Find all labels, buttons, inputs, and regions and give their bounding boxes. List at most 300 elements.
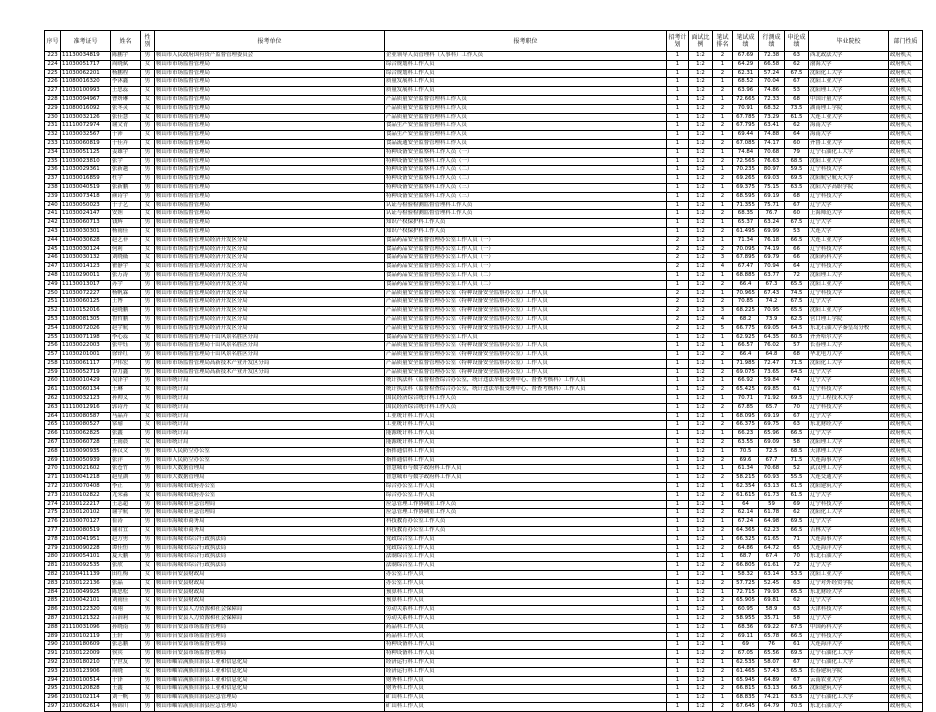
written-score-cell: 61.495 bbox=[733, 227, 759, 236]
interview-ratio-cell: 1:2 bbox=[689, 333, 713, 342]
exam-id-cell: 21030411139 bbox=[61, 571, 111, 580]
essay-score-cell: 67.5 bbox=[785, 623, 809, 632]
table-row bbox=[45, 491, 923, 500]
quota-cell: 1 bbox=[667, 52, 689, 61]
table-row bbox=[45, 571, 923, 580]
exam-id-cell: 11030080587 bbox=[61, 412, 111, 421]
written-rank-cell: 1 bbox=[713, 131, 733, 140]
candidate-name-cell: 周晓斌 bbox=[111, 60, 141, 69]
written-rank-cell: 1 bbox=[713, 236, 733, 245]
candidate-name-cell: 杨雨佳 bbox=[111, 227, 141, 236]
essay-score-cell: 61 bbox=[785, 641, 809, 650]
position-cell: 综合规划科工作人员 bbox=[385, 60, 667, 69]
interview-ratio-cell: 1:2 bbox=[689, 658, 713, 667]
written-rank-cell: 4 bbox=[713, 315, 733, 324]
position-cell: 药品科工作人员 bbox=[385, 632, 667, 641]
interview-ratio-cell: 1:2 bbox=[689, 544, 713, 553]
quota-cell: 1 bbox=[667, 650, 689, 659]
written-score-cell: 72.565 bbox=[733, 157, 759, 166]
quota-cell: 1 bbox=[667, 403, 689, 412]
written-score-cell: 70.91 bbox=[733, 104, 759, 113]
written-rank-cell: 1 bbox=[713, 166, 733, 175]
written-score-cell: 66.775 bbox=[733, 324, 759, 333]
essay-score-cell: 61 bbox=[785, 386, 809, 395]
quota-cell: 1 bbox=[667, 201, 689, 210]
aptitude-score-cell: 35.71 bbox=[759, 615, 785, 624]
essay-score-cell: 66.5 bbox=[785, 430, 809, 439]
exam-id-cell: 11080072026 bbox=[61, 324, 111, 333]
table-row bbox=[45, 632, 923, 641]
interview-ratio-cell: 1:2 bbox=[689, 69, 713, 78]
university-cell: 齐齐哈尔大学 bbox=[809, 333, 889, 342]
employer-cell: 鞍山市海城市应急管理局 bbox=[155, 509, 385, 518]
quota-cell: 1 bbox=[667, 333, 689, 342]
quota-cell: 1 bbox=[667, 139, 689, 148]
interview-ratio-cell: 1:2 bbox=[689, 597, 713, 606]
exam-id-cell: 11030030124 bbox=[61, 245, 111, 254]
aptitude-score-cell: 69.22 bbox=[759, 623, 785, 632]
gender-cell: 男 bbox=[141, 148, 155, 157]
quota-cell: 1 bbox=[667, 676, 689, 685]
position-cell: 企业领导人员管理科（人事科）工作人员 bbox=[385, 52, 667, 61]
candidate-name-cell: 赵艺菲 bbox=[111, 236, 141, 245]
written-score-cell: 66.4 bbox=[733, 280, 759, 289]
table-row bbox=[45, 148, 923, 157]
essay-score-cell: 55.5 bbox=[785, 474, 809, 483]
written-rank-cell: 2 bbox=[713, 245, 733, 254]
table-row bbox=[45, 553, 923, 562]
row-number-cell: 235 bbox=[45, 157, 61, 166]
university-cell: 辽宁科技大学 bbox=[809, 192, 889, 201]
department-type-cell: 政府机关 bbox=[889, 175, 923, 184]
essay-score-cell: 67.5 bbox=[785, 69, 809, 78]
position-cell: 质量发展科工作人员 bbox=[385, 78, 667, 87]
written-score-cell: 68.595 bbox=[733, 192, 759, 201]
interview-ratio-cell: 1:2 bbox=[689, 421, 713, 430]
employer-cell: 鞍山市市场监督管理局经济开发区分局 bbox=[155, 289, 385, 298]
table-row bbox=[45, 236, 923, 245]
department-type-cell: 政府机关 bbox=[889, 667, 923, 676]
table-row bbox=[45, 676, 923, 685]
written-score-cell: 71.34 bbox=[733, 236, 759, 245]
aptitude-score-cell: 68.32 bbox=[759, 104, 785, 113]
essay-score-cell: 67 bbox=[785, 78, 809, 87]
gender-cell: 女 bbox=[141, 571, 155, 580]
row-number-cell: 256 bbox=[45, 342, 61, 351]
aptitude-score-cell: 73.65 bbox=[759, 368, 785, 377]
interview-ratio-cell: 1:2 bbox=[689, 439, 713, 448]
written-score-cell: 70.71 bbox=[733, 395, 759, 404]
row-number-cell: 233 bbox=[45, 139, 61, 148]
aptitude-score-cell: 75.71 bbox=[759, 201, 785, 210]
candidate-name-cell: 安妲 bbox=[111, 210, 141, 219]
exam-id-cell: 11080010429 bbox=[61, 377, 111, 386]
written-rank-cell: 1 bbox=[713, 333, 733, 342]
candidate-name-cell: 马晶卉 bbox=[111, 412, 141, 421]
written-score-cell: 68.52 bbox=[733, 78, 759, 87]
row-number-cell: 252 bbox=[45, 307, 61, 316]
aptitude-score-cell: 62.23 bbox=[759, 527, 785, 536]
candidate-name-cell: 吕治莉 bbox=[111, 615, 141, 624]
gender-cell: 男 bbox=[141, 641, 155, 650]
position-cell: 产品质量安全监督管理办公室（特种设备安全监察办公室）工作人员 bbox=[385, 307, 667, 316]
interview-ratio-cell: 1:2 bbox=[689, 219, 713, 228]
university-cell: 东北财经大学 bbox=[809, 421, 889, 430]
interview-ratio-cell: 1:2 bbox=[689, 527, 713, 536]
department-type-cell: 政府机关 bbox=[889, 597, 923, 606]
aptitude-score-cell: 57.43 bbox=[759, 667, 785, 676]
candidate-name-cell: 钱辉 bbox=[111, 219, 141, 228]
interview-ratio-cell: 1:2 bbox=[689, 650, 713, 659]
table-row bbox=[45, 518, 923, 527]
essay-score-cell: 65 bbox=[785, 544, 809, 553]
aptitude-score-cell: 69.03 bbox=[759, 175, 785, 184]
gender-cell: 女 bbox=[141, 421, 155, 430]
essay-score-cell: 64 bbox=[785, 131, 809, 140]
department-type-cell: 政府机关 bbox=[889, 509, 923, 518]
table-row bbox=[45, 667, 923, 676]
written-score-cell: 66.92 bbox=[733, 377, 759, 386]
row-number-cell: 228 bbox=[45, 95, 61, 104]
quota-cell: 1 bbox=[667, 342, 689, 351]
quota-cell: 1 bbox=[667, 483, 689, 492]
written-rank-cell: 1 bbox=[713, 447, 733, 456]
row-number-cell: 238 bbox=[45, 183, 61, 192]
candidate-name-cell: 赵方勇 bbox=[111, 535, 141, 544]
interview-ratio-cell: 1:2 bbox=[689, 148, 713, 157]
row-number-cell: 271 bbox=[45, 474, 61, 483]
row-number-cell: 236 bbox=[45, 166, 61, 175]
employer-cell: 鞍山市海城市综合行政执法局 bbox=[155, 562, 385, 571]
exam-id-cell: 11030062825 bbox=[61, 430, 111, 439]
essay-score-cell: 60 bbox=[785, 210, 809, 219]
gender-cell: 男 bbox=[141, 359, 155, 368]
employer-cell: 鞍山市海城市综合行政执法局 bbox=[155, 544, 385, 553]
candidate-name-cell: 杨锦川 bbox=[111, 702, 141, 711]
aptitude-score-cell: 69.09 bbox=[759, 439, 785, 448]
university-cell: 辽宁石油化工大学 bbox=[809, 650, 889, 659]
exam-id-cell: 11030040519 bbox=[61, 183, 111, 192]
candidate-name-cell: 赵星湖 bbox=[111, 474, 141, 483]
candidate-name-cell: 姜雄宇 bbox=[111, 148, 141, 157]
interview-ratio-cell: 1:2 bbox=[689, 104, 713, 113]
exam-id-cell: 11030051125 bbox=[61, 148, 111, 157]
written-rank-cell: 2 bbox=[713, 104, 733, 113]
written-rank-cell: 2 bbox=[713, 139, 733, 148]
department-type-cell: 政府机关 bbox=[889, 307, 923, 316]
employer-cell: 鞍山市市场监督管理局经济开发区分局 bbox=[155, 254, 385, 263]
written-rank-cell: 2 bbox=[713, 509, 733, 518]
interview-ratio-cell: 1:2 bbox=[689, 183, 713, 192]
written-rank-cell: 2 bbox=[713, 527, 733, 536]
position-cell: 矿山科工作人员 bbox=[385, 702, 667, 711]
written-rank-cell: 1 bbox=[713, 201, 733, 210]
row-number-cell: 295 bbox=[45, 685, 61, 694]
candidate-name-cell: 尹伟宏 bbox=[111, 359, 141, 368]
exam-id-cell: 11010290011 bbox=[61, 271, 111, 280]
department-type-cell: 政府机关 bbox=[889, 368, 923, 377]
gender-cell: 男 bbox=[141, 606, 155, 615]
university-cell: 辽宁石油化工大学 bbox=[809, 148, 889, 157]
interview-ratio-cell: 1:2 bbox=[689, 474, 713, 483]
university-cell: 营口理工学院 bbox=[809, 315, 889, 324]
exam-id-cell: 11030032567 bbox=[61, 131, 111, 140]
written-rank-cell: 2 bbox=[713, 667, 733, 676]
university-cell: 东北石油大学 bbox=[809, 702, 889, 711]
row-number-cell: 288 bbox=[45, 623, 61, 632]
position-cell: 食品药品安全监督管理办公室工作人员（二） bbox=[385, 280, 667, 289]
department-type-cell: 政府机关 bbox=[889, 166, 923, 175]
essay-score-cell: 60 bbox=[785, 139, 809, 148]
col-header: 准考证号 bbox=[61, 31, 111, 52]
exam-id-cell: 11030050939 bbox=[61, 456, 111, 465]
department-type-cell: 政府机关 bbox=[889, 60, 923, 69]
employer-cell: 鞍山市市场监督管理局 bbox=[155, 139, 385, 148]
interview-ratio-cell: 1:2 bbox=[689, 518, 713, 527]
position-cell: 食品生产安全监督管理科工作人员 bbox=[385, 131, 667, 140]
essay-score-cell: 65.5 bbox=[785, 280, 809, 289]
interview-ratio-cell: 1:2 bbox=[689, 324, 713, 333]
interview-ratio-cell: 1:2 bbox=[689, 342, 713, 351]
position-cell: 综合规划科工作人员 bbox=[385, 69, 667, 78]
essay-score-cell: 63.5 bbox=[785, 183, 809, 192]
candidate-name-cell: 刘雨佳 bbox=[111, 597, 141, 606]
exam-id-cell: 11030071198 bbox=[61, 333, 111, 342]
interview-ratio-cell: 1:2 bbox=[689, 571, 713, 580]
employer-cell: 鞍山市海城市综合行政执法局 bbox=[155, 553, 385, 562]
gender-cell: 男 bbox=[141, 368, 155, 377]
quota-cell: 1 bbox=[667, 579, 689, 588]
written-score-cell: 72.715 bbox=[733, 588, 759, 597]
aptitude-score-cell: 64.89 bbox=[759, 676, 785, 685]
essay-score-cell: 64.5 bbox=[785, 368, 809, 377]
row-number-cell: 294 bbox=[45, 676, 61, 685]
written-rank-cell: 1 bbox=[713, 289, 733, 298]
department-type-cell: 政府机关 bbox=[889, 254, 923, 263]
written-score-cell: 66.805 bbox=[733, 562, 759, 571]
quota-cell: 1 bbox=[667, 535, 689, 544]
interview-ratio-cell: 1:2 bbox=[689, 315, 713, 324]
interview-ratio-cell: 1:2 bbox=[689, 535, 713, 544]
table-row bbox=[45, 245, 923, 254]
interview-ratio-cell: 1:2 bbox=[689, 465, 713, 474]
quota-cell: 1 bbox=[667, 439, 689, 448]
university-cell: 沈阳药科大学 bbox=[809, 254, 889, 263]
position-cell: 食品药品安全监督管理办公室工作人员（一） bbox=[385, 245, 667, 254]
position-cell: 食品药品安全监督管理办公室工作人员（一） bbox=[385, 236, 667, 245]
candidate-name-cell: 张冬灵 bbox=[111, 104, 141, 113]
row-number-cell: 272 bbox=[45, 483, 61, 492]
row-number-cell: 234 bbox=[45, 148, 61, 157]
position-cell: 质量发展科工作人员 bbox=[385, 87, 667, 96]
department-type-cell: 政府机关 bbox=[889, 183, 923, 192]
exam-id-cell: 11030051717 bbox=[61, 60, 111, 69]
exam-id-cell: 11030090935 bbox=[61, 447, 111, 456]
department-type-cell: 政府机关 bbox=[889, 650, 923, 659]
candidate-name-cell: 张佳慧 bbox=[111, 113, 141, 122]
exam-id-cell: 11010152016 bbox=[61, 307, 111, 316]
row-number-cell: 244 bbox=[45, 236, 61, 245]
aptitude-score-cell: 74.88 bbox=[759, 131, 785, 140]
quota-cell: 1 bbox=[667, 210, 689, 219]
candidate-name-cell: 邓翔 bbox=[111, 606, 141, 615]
gender-cell: 女 bbox=[141, 95, 155, 104]
quota-cell: 1 bbox=[667, 175, 689, 184]
candidate-name-cell: 张晶 bbox=[111, 579, 141, 588]
gender-cell: 女 bbox=[141, 227, 155, 236]
written-rank-cell: 2 bbox=[713, 474, 733, 483]
row-number-cell: 239 bbox=[45, 192, 61, 201]
candidate-name-cell: 王思蕊 bbox=[111, 87, 141, 96]
quota-cell: 1 bbox=[667, 562, 689, 571]
written-rank-cell: 1 bbox=[713, 113, 733, 122]
written-rank-cell: 2 bbox=[713, 192, 733, 201]
quota-cell: 1 bbox=[667, 694, 689, 703]
written-rank-cell: 1 bbox=[713, 658, 733, 667]
row-number-cell: 291 bbox=[45, 650, 61, 659]
row-number-cell: 269 bbox=[45, 456, 61, 465]
department-type-cell: 政府机关 bbox=[889, 298, 923, 307]
written-score-cell: 67.895 bbox=[733, 254, 759, 263]
row-number-cell: 243 bbox=[45, 227, 61, 236]
department-type-cell: 政府机关 bbox=[889, 131, 923, 140]
essay-score-cell: 58 bbox=[785, 615, 809, 624]
written-score-cell: 67.05 bbox=[733, 650, 759, 659]
gender-cell: 女 bbox=[141, 139, 155, 148]
gender-cell: 男 bbox=[141, 324, 155, 333]
essay-score-cell: 79 bbox=[785, 148, 809, 157]
written-score-cell: 65.945 bbox=[733, 676, 759, 685]
interview-ratio-cell: 1:2 bbox=[689, 113, 713, 122]
quota-cell: 1 bbox=[667, 527, 689, 536]
quota-cell: 1 bbox=[667, 588, 689, 597]
aptitude-score-cell: 58.9 bbox=[759, 606, 785, 615]
employer-cell: 鞍山市市场监督管理局经济开发区分局 bbox=[155, 245, 385, 254]
quota-cell: 1 bbox=[667, 412, 689, 421]
candidate-name-cell: 张志鹏 bbox=[111, 641, 141, 650]
interview-ratio-cell: 1:2 bbox=[689, 236, 713, 245]
essay-score-cell: 73.5 bbox=[785, 104, 809, 113]
gender-cell: 男 bbox=[141, 456, 155, 465]
gender-cell: 女 bbox=[141, 131, 155, 140]
table-row bbox=[45, 386, 923, 395]
gender-cell: 男 bbox=[141, 280, 155, 289]
quota-cell: 1 bbox=[667, 518, 689, 527]
quota-cell: 1 bbox=[667, 500, 689, 509]
written-score-cell: 66.4 bbox=[733, 351, 759, 360]
gender-cell: 男 bbox=[141, 500, 155, 509]
col-header: 行测成绩 bbox=[759, 31, 785, 52]
essay-score-cell: 74 bbox=[785, 377, 809, 386]
candidate-name-cell: 王琳 bbox=[111, 386, 141, 395]
essay-score-cell: 66 bbox=[785, 254, 809, 263]
gender-cell: 男 bbox=[141, 122, 155, 131]
candidate-name-cell: 田红梅 bbox=[111, 571, 141, 580]
candidate-name-cell: 李正 bbox=[111, 483, 141, 492]
interview-ratio-cell: 1:2 bbox=[689, 271, 713, 280]
candidate-name-cell: 何莉 bbox=[111, 245, 141, 254]
interview-ratio-cell: 1:2 bbox=[689, 245, 713, 254]
aptitude-score-cell: 65.56 bbox=[759, 650, 785, 659]
written-score-cell: 70.965 bbox=[733, 289, 759, 298]
university-cell: 大连海事大学 bbox=[809, 535, 889, 544]
interview-ratio-cell: 1:2 bbox=[689, 667, 713, 676]
university-cell: 沈阳理工大学 bbox=[809, 439, 889, 448]
written-rank-cell: 2 bbox=[713, 157, 733, 166]
col-header: 笔试成绩 bbox=[733, 31, 759, 52]
employer-cell: 鞍山市统计局 bbox=[155, 412, 385, 421]
employer-cell: 鞍山市市场监督管理局 bbox=[155, 210, 385, 219]
written-score-cell: 74.84 bbox=[733, 148, 759, 157]
university-cell: 沈阳大学高职学院 bbox=[809, 183, 889, 192]
quota-cell: 1 bbox=[667, 658, 689, 667]
candidate-name-cell: 侯宾 bbox=[111, 650, 141, 659]
aptitude-score-cell: 70.68 bbox=[759, 148, 785, 157]
row-number-cell: 253 bbox=[45, 315, 61, 324]
employer-cell: 鞍山市台安县市场监督管理局 bbox=[155, 632, 385, 641]
interview-ratio-cell: 1:2 bbox=[689, 78, 713, 87]
written-score-cell: 65.425 bbox=[733, 386, 759, 395]
exam-id-cell: 21030062614 bbox=[61, 702, 111, 711]
row-number-cell: 241 bbox=[45, 210, 61, 219]
exam-id-cell: 11030030132 bbox=[61, 254, 111, 263]
candidate-name-cell: 刘一帆 bbox=[111, 694, 141, 703]
candidate-name-cell: 谢宇航 bbox=[111, 509, 141, 518]
essay-score-cell: 52 bbox=[785, 465, 809, 474]
quota-cell: 1 bbox=[667, 192, 689, 201]
position-cell: 应急管理工作协调室工作人员 bbox=[385, 509, 667, 518]
exam-id-cell: 21110031096 bbox=[61, 623, 111, 632]
col-header: 毕业院校 bbox=[809, 31, 889, 52]
department-type-cell: 政府机关 bbox=[889, 69, 923, 78]
position-cell: 知识产权保护科工作人员 bbox=[385, 227, 667, 236]
row-number-cell: 266 bbox=[45, 430, 61, 439]
written-score-cell: 62.14 bbox=[733, 509, 759, 518]
exam-id-cell: 21030121322 bbox=[61, 615, 111, 624]
aptitude-score-cell: 74.2 bbox=[759, 298, 785, 307]
gender-cell: 男 bbox=[141, 632, 155, 641]
candidate-name-cell: 于沛 bbox=[111, 131, 141, 140]
quota-cell: 1 bbox=[667, 131, 689, 140]
quota-cell: 1 bbox=[667, 271, 689, 280]
table-row bbox=[45, 78, 923, 87]
row-number-cell: 275 bbox=[45, 509, 61, 518]
gender-cell: 女 bbox=[141, 491, 155, 500]
written-rank-cell: 2 bbox=[713, 227, 733, 236]
gender-cell: 男 bbox=[141, 474, 155, 483]
position-cell: 能源统计科工作人员 bbox=[385, 430, 667, 439]
essay-score-cell: 63 bbox=[785, 52, 809, 61]
department-type-cell: 政府机关 bbox=[889, 139, 923, 148]
aptitude-score-cell: 63.77 bbox=[759, 271, 785, 280]
position-cell: 科技教育办公室工作人员 bbox=[385, 518, 667, 527]
department-type-cell: 政府机关 bbox=[889, 491, 923, 500]
candidate-name-cell: 张苍竹 bbox=[111, 465, 141, 474]
table-row bbox=[45, 175, 923, 184]
candidate-name-cell: 颜诗宇 bbox=[111, 192, 141, 201]
university-cell: 中国计量大学 bbox=[809, 95, 889, 104]
university-cell: 大连海洋大学 bbox=[809, 544, 889, 553]
candidate-name-cell: 苏宇 bbox=[111, 280, 141, 289]
employer-cell: 鞍山市大数据管理局 bbox=[155, 465, 385, 474]
interview-ratio-cell: 1:2 bbox=[689, 562, 713, 571]
exam-id-cell: 11030060728 bbox=[61, 439, 111, 448]
written-rank-cell: 3 bbox=[713, 254, 733, 263]
exam-id-cell: 21010041951 bbox=[61, 535, 111, 544]
department-type-cell: 政府机关 bbox=[889, 412, 923, 421]
exam-id-cell: 11080016092 bbox=[61, 104, 111, 113]
written-rank-cell: 2 bbox=[713, 210, 733, 219]
